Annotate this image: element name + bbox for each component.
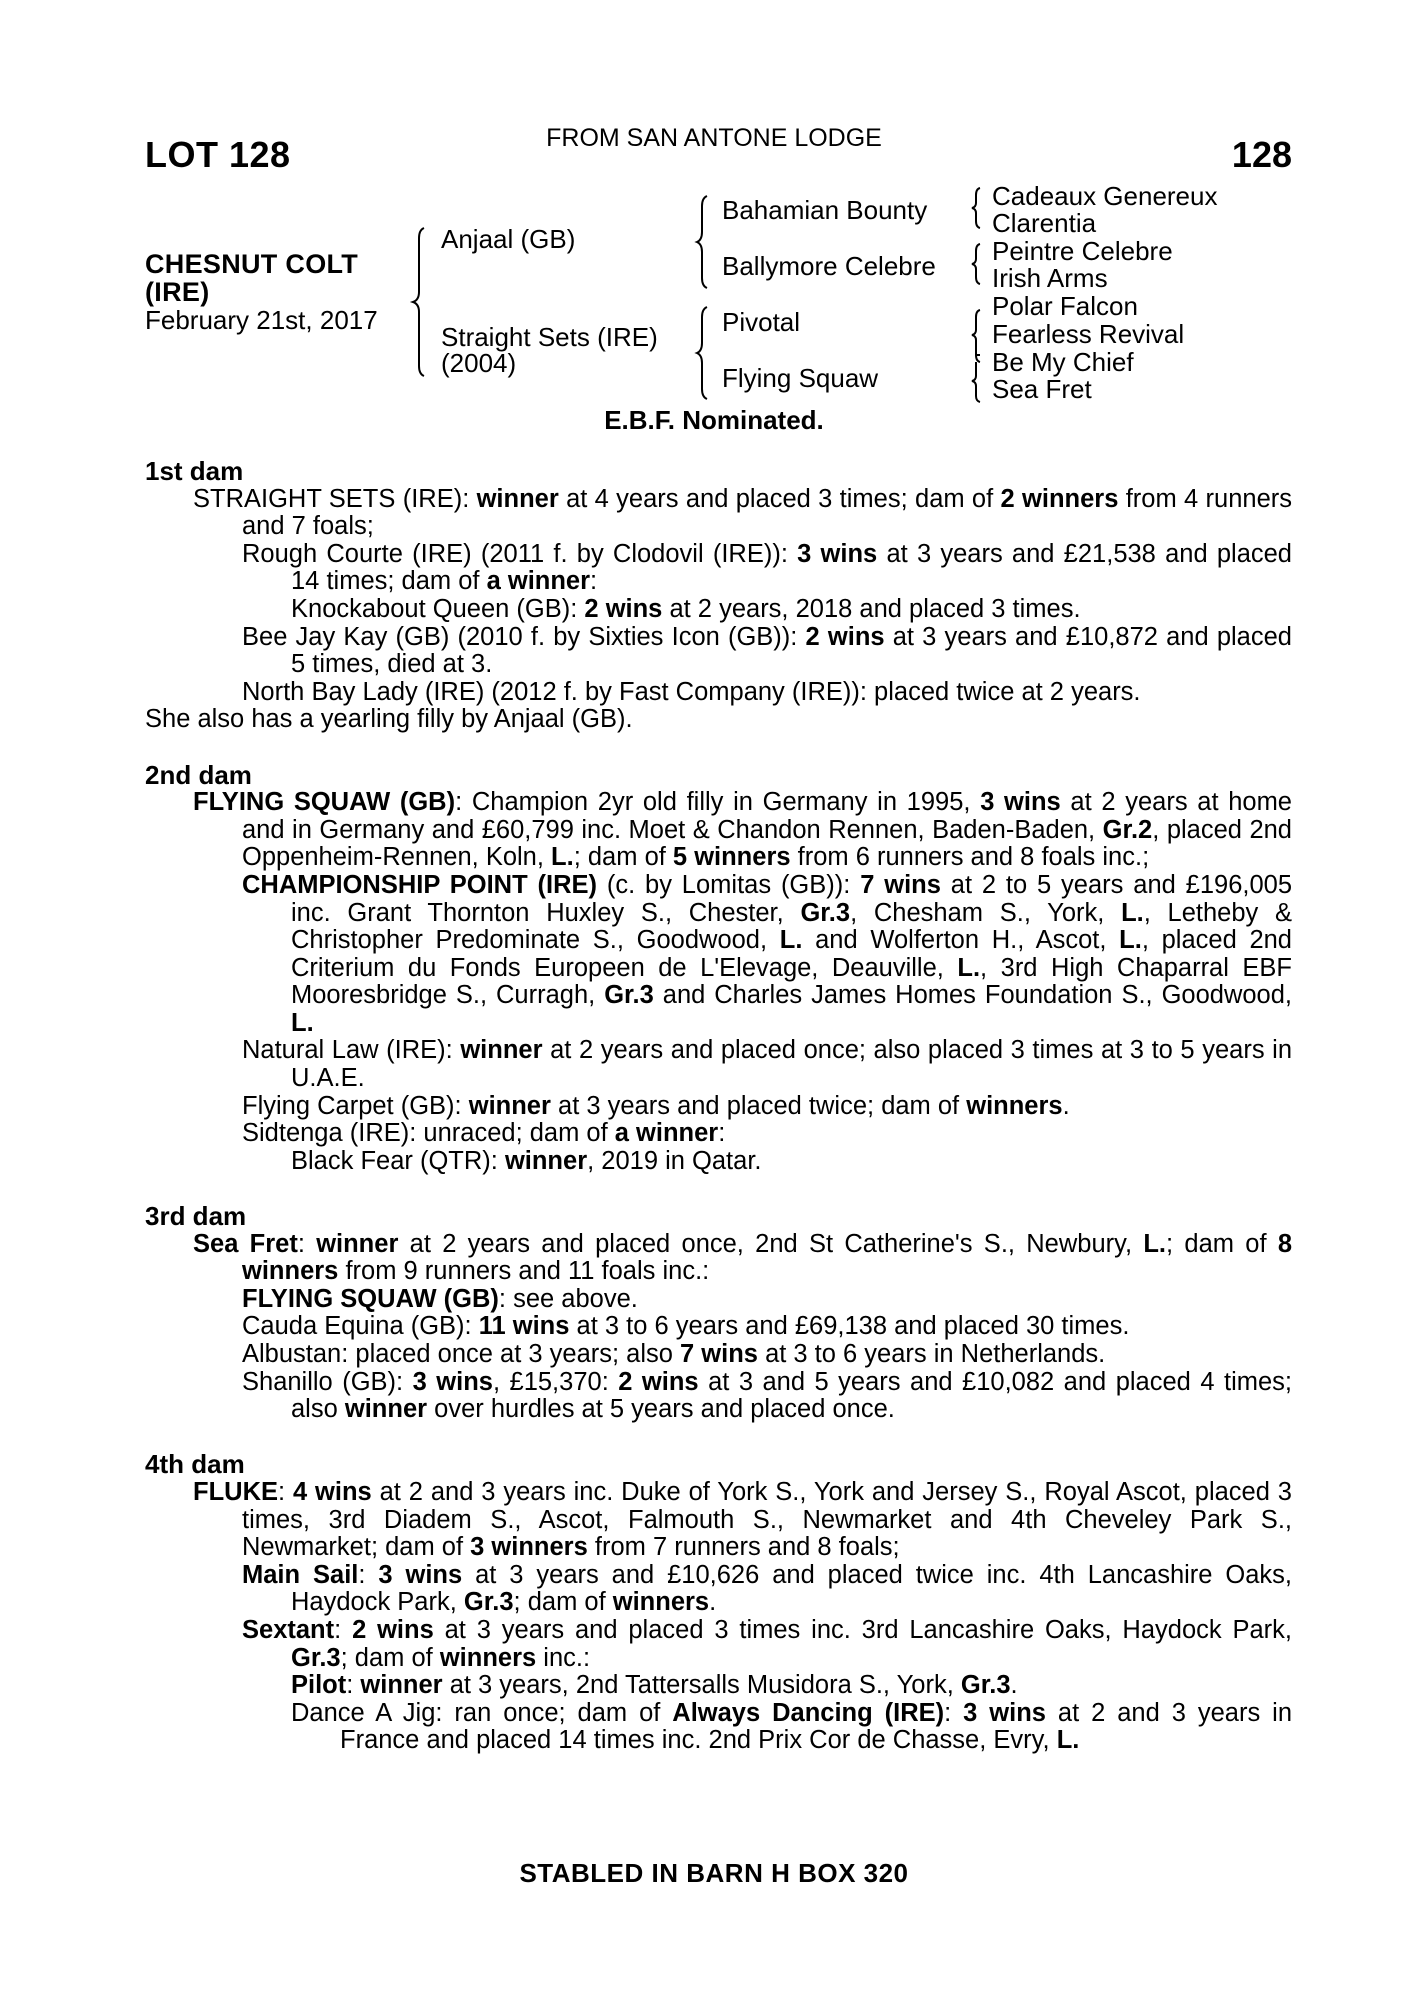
text-run: Natural Law (IRE): bbox=[242, 1036, 461, 1065]
bold-text: winner bbox=[504, 1146, 588, 1175]
text-run: Rough Courte (IRE) (2011 f. by Clodovil (IRE)): bbox=[242, 539, 798, 568]
bold-text: Sextant bbox=[242, 1615, 335, 1644]
bold-text: FLUKE bbox=[193, 1477, 278, 1506]
text-run: , 3rd High Chaparral EBF Mooresbridge S., Curragh, bbox=[291, 953, 1292, 1010]
text-run: , Letheby & Christopher Predominate S., Goodwood, bbox=[291, 898, 1293, 955]
bold-text: Sea Fret bbox=[193, 1229, 298, 1258]
brace-dam bbox=[697, 307, 707, 399]
section-title: 3rd dam bbox=[145, 1201, 247, 1232]
text-run: : bbox=[278, 1477, 293, 1506]
bold-text: Gr.3 bbox=[604, 981, 654, 1010]
produce-entry bbox=[145, 596, 1292, 624]
bold-text: L. bbox=[1056, 1726, 1080, 1755]
brace-main bbox=[413, 228, 424, 376]
dam: Straight Sets (IRE) bbox=[441, 322, 658, 352]
text-run: from 4 runners and 7 foals; bbox=[242, 484, 1293, 541]
produce-entry bbox=[145, 1037, 1292, 1092]
bold-text: Gr.3 bbox=[291, 1643, 341, 1672]
text-run: Bee Jay Kay (GB) (2010 f. by Sixties Icon (GB)): bbox=[242, 622, 806, 651]
text-run: and Charles James Homes Foundation S., Goodwood, bbox=[653, 981, 1293, 1010]
text-run: , £15,370: bbox=[492, 1367, 619, 1396]
text-run: , 2019 in Qatar. bbox=[587, 1146, 762, 1175]
text-run: : Champion 2yr old filly in Germany in 1995, bbox=[455, 788, 981, 817]
produce-entry bbox=[145, 1562, 1292, 1617]
sire-sire: Bahamian Bounty bbox=[722, 195, 928, 225]
bold-text: CHAMPIONSHIP POINT (IRE) bbox=[242, 870, 597, 899]
bold-text: Gr.3 bbox=[800, 898, 851, 927]
section-1st-dam bbox=[145, 458, 1292, 734]
produce-entry bbox=[145, 624, 1292, 679]
text-run: : bbox=[358, 1560, 379, 1589]
bold-text: Gr.3 bbox=[463, 1588, 514, 1617]
produce-entry bbox=[145, 1341, 1292, 1369]
text-run: at 4 years and placed 3 times; dam of bbox=[558, 484, 1001, 513]
bold-text: Always Dancing (IRE) bbox=[672, 1698, 945, 1727]
ggp-2: Clarentia bbox=[992, 208, 1097, 238]
text-run: Cauda Equina (GB): bbox=[242, 1312, 479, 1341]
brace-sire bbox=[697, 196, 707, 288]
bold-text: 3 wins bbox=[378, 1560, 463, 1589]
text-run: from 6 runners and 8 foals inc.; bbox=[790, 843, 1150, 872]
text-run: Dance A Jig: ran once; dam of bbox=[291, 1698, 673, 1727]
bold-text: Main Sail bbox=[242, 1560, 359, 1589]
text-run: Knockabout Queen (GB): bbox=[291, 594, 585, 623]
produce-entry bbox=[145, 872, 1292, 1038]
bold-text: winner bbox=[476, 484, 559, 513]
bold-text: 3 wins bbox=[412, 1367, 493, 1396]
section-3rd-dam bbox=[145, 1203, 1292, 1424]
bold-text: winner bbox=[468, 1091, 551, 1120]
bold-text: 2 wins bbox=[618, 1367, 699, 1396]
bold-text: a winner bbox=[486, 567, 591, 596]
text-run: North Bay Lady (IRE) (2012 f. by Fast Company (IRE)): placed twice at 2 years. bbox=[242, 677, 1141, 706]
text-run: ; dam of bbox=[340, 1643, 440, 1672]
brace-ggp-2 bbox=[972, 244, 980, 284]
stabling-info: STABLED IN BARN H BOX 320 bbox=[519, 1858, 909, 1888]
text-run: . bbox=[1010, 1671, 1018, 1700]
text-run: : bbox=[334, 1615, 353, 1644]
bold-text: 2 wins bbox=[584, 594, 663, 623]
dam-year: (2004) bbox=[441, 348, 517, 378]
bold-text: L. bbox=[551, 843, 574, 872]
bold-text: winner bbox=[360, 1671, 443, 1700]
text-run: : bbox=[944, 1698, 964, 1727]
text-run: at 3 years and £10,872 and placed 5 times, died at 3. bbox=[291, 622, 1292, 679]
text-run: : bbox=[346, 1671, 361, 1700]
section-title: 1st dam bbox=[145, 456, 244, 486]
text-run: Shanillo (GB): bbox=[242, 1367, 413, 1396]
ggp-4: Irish Arms bbox=[992, 263, 1108, 293]
dam-entry bbox=[145, 486, 1292, 541]
lot-label: LOT 128 bbox=[145, 134, 291, 175]
produce-entry bbox=[145, 1617, 1292, 1672]
ggp-8: Sea Fret bbox=[992, 374, 1092, 404]
text-run: : see above. bbox=[498, 1284, 638, 1313]
text-run: at 2 years and placed once, 2nd St Catherine's S., Newbury, bbox=[398, 1229, 1144, 1258]
produce-entry bbox=[145, 679, 1292, 707]
ebf-nomination: E.B.F. Nominated. bbox=[604, 405, 824, 435]
produce-entry bbox=[145, 1120, 1292, 1148]
sire-dam: Ballymore Celebre bbox=[722, 251, 936, 281]
bold-text: 7 wins bbox=[680, 1340, 758, 1368]
bold-text: Gr.3 bbox=[960, 1671, 1011, 1700]
text-run: ; dam of bbox=[1166, 1229, 1278, 1258]
bold-text: L. bbox=[1119, 926, 1142, 955]
bold-text: 8 winners bbox=[242, 1229, 1292, 1286]
bold-text: winners bbox=[966, 1091, 1063, 1120]
text-run: from 9 runners and 11 foals inc.: bbox=[338, 1257, 710, 1286]
produce-entry bbox=[145, 1369, 1292, 1424]
bold-text: L. bbox=[779, 926, 803, 955]
text-run: at 3 years and placed twice; dam of bbox=[550, 1091, 967, 1120]
bold-text: Gr.2 bbox=[1102, 815, 1153, 844]
text-run: She also has a yearling filly by Anjaal (GB). bbox=[145, 705, 633, 734]
sire: Anjaal (GB) bbox=[441, 224, 576, 254]
brace-ggp-1 bbox=[972, 188, 980, 228]
bold-text: a winner bbox=[614, 1119, 719, 1148]
text-run: : bbox=[590, 567, 598, 596]
bold-text: L. bbox=[1143, 1229, 1167, 1258]
text-run: (c. by Lomitas (GB)): bbox=[597, 870, 861, 899]
text-run: , Chesham S., York, bbox=[850, 898, 1122, 927]
section-title: 2nd dam bbox=[145, 759, 252, 790]
dam-entry bbox=[145, 789, 1292, 872]
text-run: ; dam of bbox=[573, 843, 673, 872]
bold-text: FLYING SQUAW (GB) bbox=[242, 1284, 499, 1313]
bold-text: L. bbox=[957, 953, 981, 982]
text-run: at 2 and 3 years in France and placed 14 times inc. 2nd Prix Cor de Chasse, Evry, bbox=[340, 1698, 1293, 1755]
bold-text: winner bbox=[460, 1036, 543, 1065]
section-2nd-dam bbox=[145, 759, 1293, 1176]
produce-entry bbox=[145, 1093, 1292, 1121]
bold-text: 7 wins bbox=[860, 870, 941, 899]
horse-country: (IRE) bbox=[145, 277, 210, 307]
text-run: at 3 years and placed 3 times inc. 3rd Lancashire Oaks, Haydock Park, bbox=[433, 1615, 1292, 1644]
bold-text: 3 winners bbox=[470, 1533, 588, 1562]
dam-dam: Flying Squaw bbox=[722, 363, 879, 393]
text-run: at 3 to 6 years and £69,138 and placed 30 times. bbox=[569, 1312, 1130, 1341]
text-run: at 3 years and £21,538 and placed 14 times; dam of bbox=[291, 539, 1292, 596]
bold-text: 11 wins bbox=[478, 1312, 570, 1341]
ggp-5: Polar Falcon bbox=[992, 291, 1138, 321]
text-run: . bbox=[1062, 1091, 1070, 1120]
text-run: over hurdles at 5 years and placed once. bbox=[427, 1395, 895, 1424]
bold-text: 2 wins bbox=[805, 622, 885, 651]
bold-text: 3 wins bbox=[963, 1698, 1046, 1727]
bold-text: FLYING SQUAW (GB) bbox=[193, 788, 456, 817]
produce-entry bbox=[145, 1672, 1292, 1700]
text-run: at 2 years at home and in Germany and £60,799 inc. Moet & Chandon Rennen, Baden-Baden, bbox=[242, 788, 1292, 844]
text-run: and Wolferton H., Ascot, bbox=[802, 926, 1120, 955]
bold-text: winner bbox=[344, 1395, 428, 1424]
produce-entry bbox=[145, 541, 1292, 596]
text-run: , placed 2nd Oppenheim-Rennen, Koln, bbox=[242, 815, 1292, 872]
dam-sire: Pivotal bbox=[722, 307, 801, 337]
produce-entry bbox=[145, 1700, 1292, 1755]
text-run: Albustan: placed once at 3 years; also bbox=[242, 1340, 681, 1368]
bold-text: winner bbox=[316, 1229, 399, 1258]
horse-description: CHESNUT COLT bbox=[145, 249, 359, 279]
text-run: at 2 years and placed once; also placed 3 times at 3 to 5 years in U.A.E. bbox=[291, 1036, 1293, 1093]
bold-text: Pilot bbox=[291, 1671, 347, 1700]
dam-entry bbox=[145, 1479, 1292, 1562]
lot-number: 128 bbox=[1231, 134, 1292, 175]
brace-ggp-3 bbox=[972, 310, 980, 362]
bold-text: winners bbox=[612, 1588, 710, 1617]
text-run: . bbox=[709, 1588, 717, 1617]
text-run: at 3 and 5 years and £10,082 and placed 4 times; also bbox=[291, 1367, 1293, 1424]
text-run: at 2 years, 2018 and placed 3 times. bbox=[662, 594, 1081, 623]
bold-text: 3 wins bbox=[797, 539, 878, 568]
produce-entry bbox=[145, 1286, 1292, 1314]
produce-entry bbox=[145, 1148, 1292, 1176]
text-run: : bbox=[718, 1119, 726, 1148]
text-run: Flying Carpet (GB): bbox=[242, 1091, 469, 1120]
text-run: Sidtenga (IRE): unraced; dam of bbox=[242, 1119, 615, 1148]
produce-entry bbox=[145, 1313, 1292, 1341]
text-run: ; dam of bbox=[513, 1588, 613, 1617]
text-run: inc.: bbox=[536, 1643, 591, 1672]
bold-text: L. bbox=[1121, 898, 1144, 927]
text-run: at 3 years and £10,626 and placed twice inc. 4th Lancashire Oaks, Haydock Park, bbox=[291, 1560, 1293, 1617]
text-run: , placed 2nd Criterium du Fonds Europeen de L'Elevage, Deauville, bbox=[291, 926, 1292, 982]
brace-ggp-4 bbox=[972, 362, 980, 402]
dam-entry bbox=[145, 1231, 1292, 1286]
bold-text: winners bbox=[439, 1643, 537, 1672]
bold-text: 2 winners bbox=[1000, 484, 1119, 513]
ggp-7: Be My Chief bbox=[992, 347, 1134, 377]
text-run: at 3 years, 2nd Tattersalls Musidora S., York, bbox=[442, 1671, 961, 1700]
section-title: 4th dam bbox=[145, 1449, 245, 1480]
bold-text: 2 wins bbox=[352, 1615, 434, 1644]
ggp-3: Peintre Celebre bbox=[992, 236, 1173, 266]
text-run: Black Fear (QTR): bbox=[291, 1146, 505, 1175]
bold-text: 5 winners bbox=[672, 843, 791, 872]
text-run: : bbox=[297, 1229, 317, 1258]
text-run: at 3 to 6 years in Netherlands. bbox=[757, 1340, 1106, 1368]
bold-text: 3 wins bbox=[980, 788, 1061, 817]
ggp-1: Cadeaux Genereux bbox=[992, 181, 1218, 211]
catalogue-body bbox=[145, 458, 1292, 1783]
text-run: from 7 runners and 8 foals; bbox=[587, 1533, 900, 1562]
text-run: STRAIGHT SETS (IRE): bbox=[193, 484, 477, 513]
text-run: at 2 and 3 years inc. Duke of York S., York and Jersey S., Royal Ascot, placed 3 times, 3rd Diadem S., Ascot, Falmouth S., Newmarket and 4th Cheveley Park S., Newmarket; dam of bbox=[242, 1477, 1292, 1562]
bold-text: L. bbox=[291, 1008, 314, 1037]
text-run: at 2 to 5 years and £196,005 inc. Grant Thornton Huxley S., Chester, bbox=[291, 870, 1293, 927]
bold-text: 4 wins bbox=[292, 1477, 372, 1506]
consignor: FROM SAN ANTONE LODGE bbox=[546, 124, 882, 152]
section-4th-dam bbox=[145, 1451, 1292, 1755]
ggp-6: Fearless Revival bbox=[992, 319, 1185, 349]
produce-entry bbox=[145, 706, 1292, 734]
foaling-date: February 21st, 2017 bbox=[145, 305, 378, 335]
